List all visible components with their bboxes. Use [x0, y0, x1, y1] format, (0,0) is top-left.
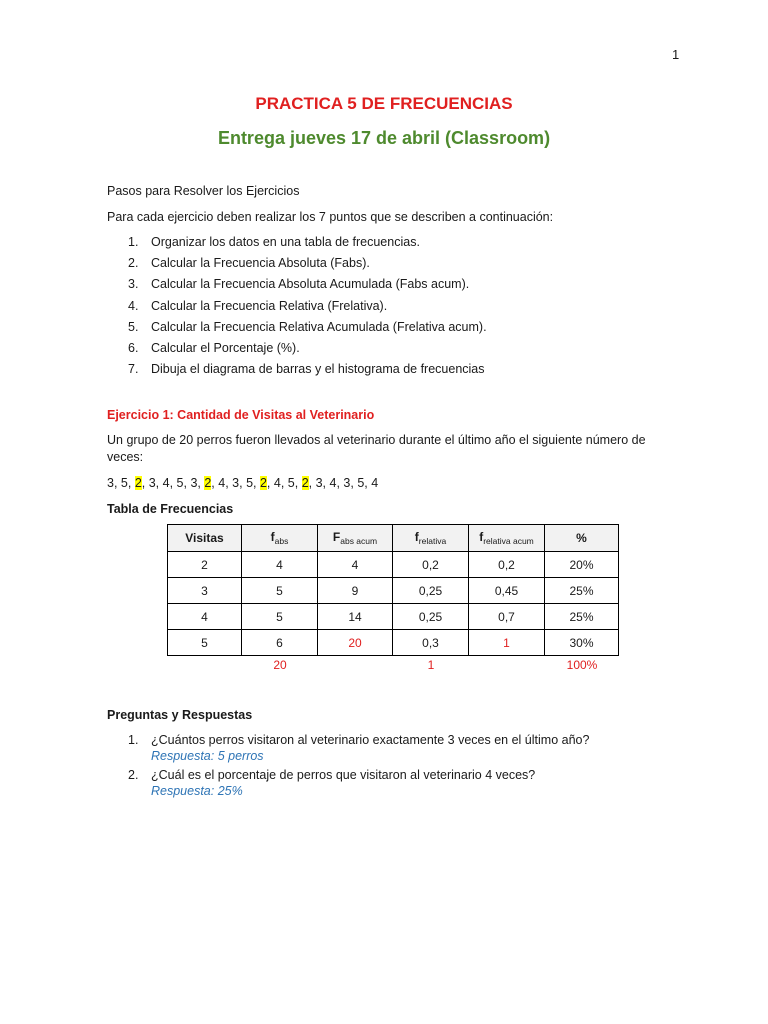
cell: 4	[242, 552, 318, 578]
data-value: 2	[134, 476, 142, 490]
cell: 4	[168, 604, 242, 630]
list-item: 1. ¿Cuántos perros visitaron al veterinario exactamente 3 veces en el último año? Respuesta: 5 perros	[128, 733, 590, 763]
table-row	[168, 630, 619, 656]
data-value: 4	[329, 476, 337, 490]
data-value: 3	[148, 476, 156, 490]
cell: 4	[318, 552, 393, 578]
data-value: 5	[246, 476, 254, 490]
table-row	[168, 552, 619, 578]
qa-title: Preguntas y Respuestas	[107, 708, 253, 722]
cell: 0,7	[469, 604, 545, 630]
cell: 5	[242, 578, 318, 604]
cell: 20	[318, 630, 393, 656]
table-title: Tabla de Frecuencias	[107, 502, 234, 516]
data-value: 5	[287, 476, 295, 490]
exercise-title: Ejercicio 1: Cantidad de Visitas al Veterinario	[107, 408, 375, 422]
total-fabs: 20	[273, 658, 287, 672]
cell: 5	[242, 604, 318, 630]
total-frelativa: 1	[427, 658, 435, 672]
document-subtitle: Entrega jueves 17 de abril (Classroom)	[217, 128, 551, 148]
data-value: 4	[273, 476, 281, 490]
questions-list	[128, 732, 589, 802]
list-item: 2. ¿Cuál es el porcentaje de perros que visitaron al veterinario 4 veces? Respuesta: 25%	[128, 767, 589, 799]
question-text: ¿Cuál es el porcentaje de perros que visitaron al veterinario 4 veces?	[151, 768, 536, 782]
exercise-description-line2: veces:	[107, 450, 144, 464]
answer-text: Respuesta: 25%	[151, 784, 243, 798]
data-value: 3	[343, 476, 351, 490]
data-value: 3	[190, 476, 198, 490]
cell: 0,25	[393, 604, 469, 630]
table-row	[168, 604, 619, 630]
cell: 25%	[545, 578, 619, 604]
table-row	[168, 578, 619, 604]
total-percent: 100%	[566, 658, 598, 672]
cell: 0,45	[469, 578, 545, 604]
cell: 6	[242, 630, 318, 656]
list-item: 3. Calcular la Frecuencia Absoluta Acumulada (Fabs acum).	[128, 277, 470, 292]
data-value: 5	[357, 476, 365, 490]
cell: 9	[318, 578, 393, 604]
cell: 0,2	[469, 552, 545, 578]
list-item: 4. Calcular la Frecuencia Relativa (Frelativa).	[128, 298, 388, 313]
cell: 20%	[545, 552, 619, 578]
intro-text: Para cada ejercicio deben realizar los 7 puntos que se describen a continuación:	[107, 210, 554, 224]
data-value: 3	[107, 476, 114, 490]
header-frelativa-acum: $f_{relativa acum}$	[469, 525, 545, 552]
cell: 1	[469, 630, 545, 656]
data-value: 2	[204, 476, 212, 490]
data-value: 5	[120, 476, 128, 490]
data-value: 4	[162, 476, 170, 490]
list-item: 6. Calcular el Porcentaje (%).	[128, 340, 300, 355]
header-percent: %	[545, 525, 619, 552]
frequency-table	[167, 524, 619, 656]
cell: 5	[168, 630, 242, 656]
list-item: 2. Calcular la Frecuencia Absoluta (Fabs).	[128, 256, 370, 271]
header-fabs-acum: $F_{abs acum}$	[318, 525, 393, 552]
data-value: 4	[371, 476, 379, 490]
data-value: 4	[218, 476, 226, 490]
cell: 0,25	[393, 578, 469, 604]
data-values: 3, 5, 2, 3, 4, 5, 3, 2, 4, 3, 5, 2, 4, 5, 2, 3, 4, 3, 5, 4	[107, 476, 379, 490]
header-frelativa: $f_{relativa}$	[393, 525, 469, 552]
header-visitas: Visitas	[168, 525, 242, 552]
cell: 2	[168, 552, 242, 578]
header-fabs: $f_{abs}$	[242, 525, 318, 552]
list-item: 1. Organizar los datos en una tabla de frecuencias.	[128, 235, 420, 249]
data-value: 2	[259, 476, 267, 490]
data-value: 3	[315, 476, 323, 490]
page-number: 1	[672, 47, 680, 62]
cell: 3	[168, 578, 242, 604]
data-value: 5	[176, 476, 184, 490]
steps-list	[107, 234, 487, 382]
question-text: ¿Cuántos perros visitaron al veterinario exactamente 3 veces en el último año?	[151, 733, 590, 747]
exercise-description-line1: Un grupo de 20 perros fueron llevados al veterinario durante el último año el siguiente número de	[107, 433, 646, 447]
intro-heading: Pasos para Resolver los Ejercicios	[107, 184, 300, 198]
cell: 0,2	[393, 552, 469, 578]
list-item: 7. Dibuja el diagrama de barras y el histograma de frecuencias	[128, 362, 485, 377]
cell: 14	[318, 604, 393, 630]
data-value: 3	[232, 476, 240, 490]
table-header-row	[168, 525, 619, 552]
cell: 25%	[545, 604, 619, 630]
data-value: 2	[301, 476, 309, 490]
cell: 0,3	[393, 630, 469, 656]
answer-text: Respuesta: 5 perros	[151, 749, 264, 763]
list-item: 5. Calcular la Frecuencia Relativa Acumulada (Frelativa acum).	[128, 319, 487, 334]
document-title: PRACTICA 5 DE FRECUENCIAS	[255, 94, 513, 113]
cell: 30%	[545, 630, 619, 656]
